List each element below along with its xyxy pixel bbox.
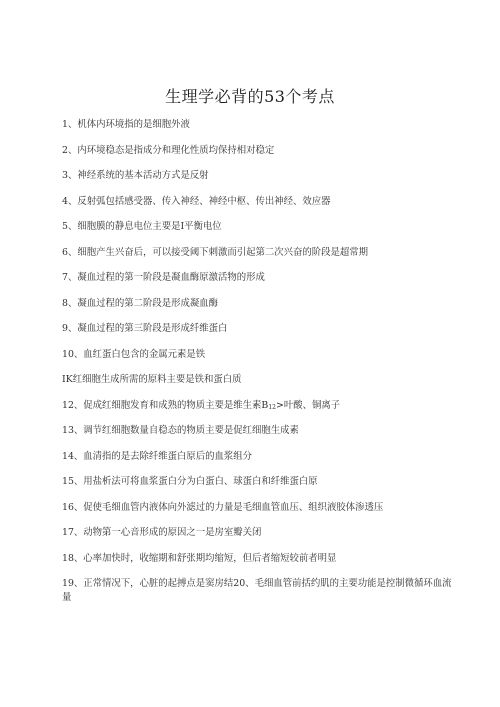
list-item: 13、调节红细胞数量自稳态的物质主要是促红细胞生成素 bbox=[62, 425, 299, 436]
list-item: 4、反射弧包括感受器、传入神经、神经中枢、传出神经、效应器 bbox=[62, 195, 331, 207]
list-item: 14、血清指的是去除纤维蛋白原后的血浆组分 bbox=[62, 450, 253, 462]
item-text-before-subscript: 12、促成红细胞发育和成熟的物质主要是维生素B bbox=[62, 399, 269, 411]
document-title: 生理学必背的53个考点 bbox=[165, 87, 335, 106]
list-item: 18、心率加快时，收缩期和舒张期均缩短，但后者缩短较前者明显 bbox=[62, 552, 337, 564]
list-item: 9、凝血过程的第三阶段是形成纤维蛋白 bbox=[62, 323, 228, 334]
key-points-list bbox=[62, 118, 457, 605]
list-item: IK红细胞生成所需的原料主要是铁和蛋白质 bbox=[62, 374, 242, 385]
list-item: 7、凝血过程的第一阶段是凝血酶原激活物的形成 bbox=[62, 272, 265, 283]
list-item: 19、正常情况下，心脏的起搏点是窦房结20、毛细血管前括约肌的主要功能是控制微循环血流量 bbox=[62, 578, 452, 603]
item-text-after-subscript: >叶酸、铜离子 bbox=[275, 399, 341, 411]
list-item: 5、细胞膜的静息电位主要是I平衡电位 bbox=[62, 221, 222, 232]
list-item: 17、动物第一心音形成的原因之一是房室瓣关闭 bbox=[62, 527, 262, 538]
list-item: 15、用盐析法可将血浆蛋白分为白蛋白、球蛋白和纤维蛋白原 bbox=[62, 476, 318, 487]
list-item: 16、促使毛细血管内液体向外滤过的力量是毛细血管血压、组织液胶体渗透压 bbox=[62, 501, 384, 513]
list-item: 10、血红蛋白包含的金属元素是铁 bbox=[62, 348, 206, 360]
subscript-text: 12 bbox=[268, 403, 276, 411]
list-item: 8、凝血过程的第二阶段是形成凝血酶 bbox=[62, 297, 218, 309]
list-item: 2、内环境稳态是指成分和理化性质均保持相对稳定 bbox=[62, 144, 275, 156]
list-item: 3、神经系统的基本活动方式是反射 bbox=[62, 170, 209, 181]
list-item: 6、细胞产生兴奋后，可以接受阈下刺激而引起第二次兴奋的阶段是超常期 bbox=[62, 246, 368, 258]
list-item: 1、机体内环境指的是细胞外液 bbox=[62, 119, 190, 130]
list-item bbox=[62, 399, 457, 425]
